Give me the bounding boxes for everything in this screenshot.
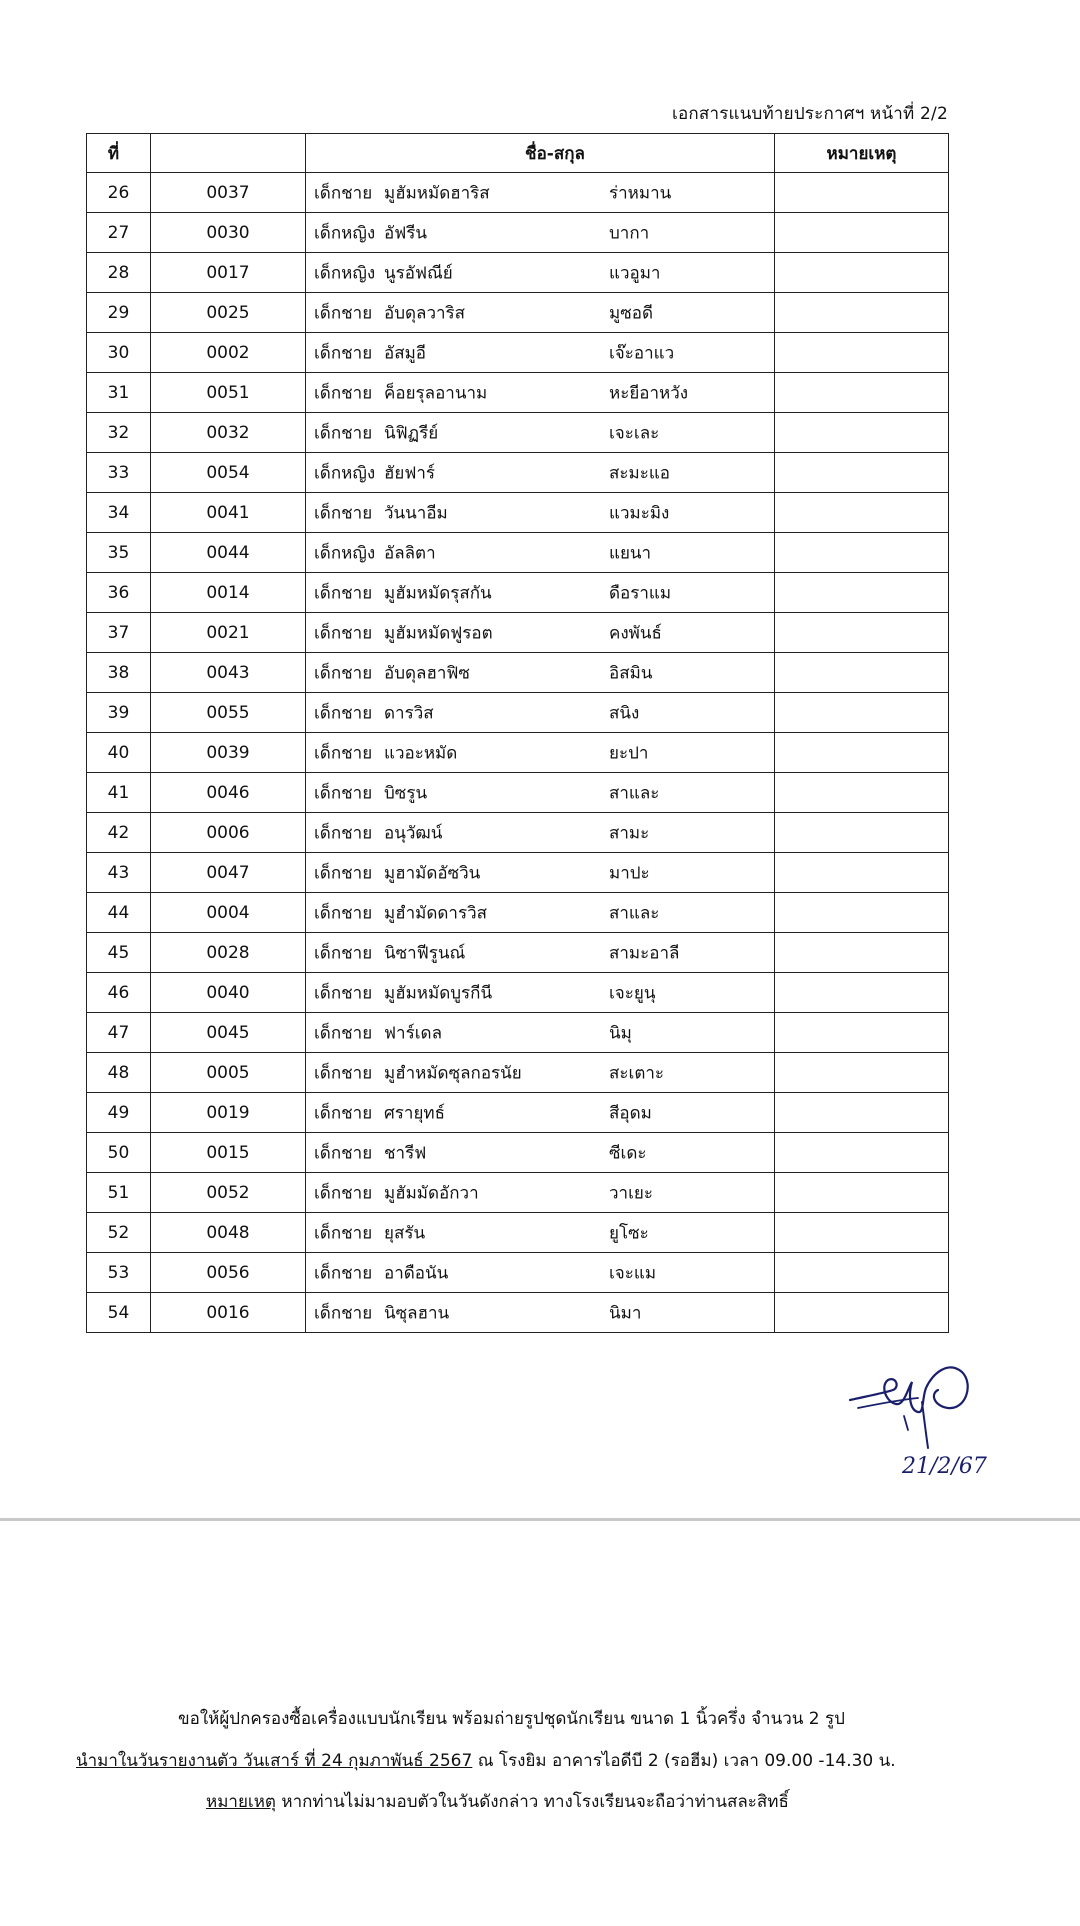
name-prefix: เด็กชาย bbox=[314, 903, 373, 923]
table-row bbox=[87, 773, 949, 813]
student-id: 0016 bbox=[151, 1293, 306, 1333]
first-name: มูฮำมัดดารวิส bbox=[384, 903, 488, 923]
row-remarks bbox=[775, 1293, 949, 1333]
row-number: 43 bbox=[87, 853, 151, 893]
student-id: 0045 bbox=[151, 1013, 306, 1053]
last-name: แยนา bbox=[609, 543, 652, 563]
last-name: สามะอาลี bbox=[609, 943, 680, 963]
first-name: ยุสรัน bbox=[384, 1223, 426, 1243]
table-row bbox=[87, 733, 949, 773]
student-id: 0044 bbox=[151, 533, 306, 573]
name-prefix: เด็กชาย bbox=[314, 823, 373, 843]
row-number: 37 bbox=[87, 613, 151, 653]
last-name: ยูโซะ bbox=[609, 1223, 649, 1243]
last-name: แวอูมา bbox=[609, 263, 661, 283]
name-prefix: เด็กชาย bbox=[314, 1143, 373, 1163]
last-name: หะยีอาหวัง bbox=[609, 383, 689, 403]
row-remarks bbox=[775, 493, 949, 533]
name-prefix: เด็กชาย bbox=[314, 583, 373, 603]
first-name: มูฮัมหมัดฮาริส bbox=[384, 183, 490, 203]
last-name: สะเตาะ bbox=[609, 1063, 665, 1083]
table-row bbox=[87, 933, 949, 973]
table-row bbox=[87, 173, 949, 213]
row-remarks bbox=[775, 1213, 949, 1253]
student-id: 0017 bbox=[151, 253, 306, 293]
name-prefix: เด็กชาย bbox=[314, 703, 373, 723]
first-name: อนุวัฒน์ bbox=[384, 823, 443, 843]
table-row bbox=[87, 493, 949, 533]
last-name: บากา bbox=[609, 223, 650, 243]
report-date-text: นำมาในวันรายงานตัว วันเสาร์ ที่ 24 กุมภาพันธ์ 2567 bbox=[76, 1751, 473, 1771]
document-attachment-note: เอกสารแนบท้ายประกาศฯ หน้าที่ 2/2 bbox=[671, 104, 948, 124]
student-name bbox=[306, 773, 775, 813]
first-name: อัฟรีน bbox=[384, 223, 427, 243]
row-remarks bbox=[775, 733, 949, 773]
student-name bbox=[306, 413, 775, 453]
last-name: มาปะ bbox=[609, 863, 650, 883]
last-name: มูซอดี bbox=[609, 303, 653, 323]
first-name: ชารีฟ bbox=[384, 1143, 427, 1163]
first-name: อัลลิตา bbox=[384, 543, 436, 563]
last-name: ยะปา bbox=[609, 743, 649, 763]
name-prefix: เด็กชาย bbox=[314, 1063, 373, 1083]
row-remarks bbox=[775, 773, 949, 813]
row-remarks bbox=[775, 653, 949, 693]
last-name: แวมะมิง bbox=[609, 503, 670, 523]
name-prefix: เด็กหญิง bbox=[314, 263, 376, 283]
first-name: มูฮัมหมัดบูรกีนี bbox=[384, 983, 493, 1003]
row-number: 29 bbox=[87, 293, 151, 333]
row-remarks bbox=[775, 333, 949, 373]
name-prefix: เด็กหญิง bbox=[314, 463, 376, 483]
last-name: อิสมิน bbox=[609, 663, 653, 683]
table-header-row bbox=[87, 134, 949, 173]
row-number: 30 bbox=[87, 333, 151, 373]
name-prefix: เด็กชาย bbox=[314, 623, 373, 643]
last-name: นิมุ bbox=[609, 1023, 632, 1043]
student-name bbox=[306, 613, 775, 653]
student-id: 0021 bbox=[151, 613, 306, 653]
signature-date: 21/2/67 bbox=[902, 1454, 987, 1479]
student-name bbox=[306, 693, 775, 733]
student-name bbox=[306, 1093, 775, 1133]
name-prefix: เด็กชาย bbox=[314, 663, 373, 683]
row-remarks bbox=[775, 413, 949, 453]
row-number: 46 bbox=[87, 973, 151, 1013]
student-id: 0025 bbox=[151, 293, 306, 333]
row-number: 45 bbox=[87, 933, 151, 973]
first-name: ศรายุทธ์ bbox=[384, 1103, 446, 1123]
header-remarks: หมายเหตุ bbox=[775, 134, 949, 173]
row-remarks bbox=[775, 213, 949, 253]
student-name bbox=[306, 1213, 775, 1253]
student-name bbox=[306, 1253, 775, 1293]
student-id: 0006 bbox=[151, 813, 306, 853]
table-row bbox=[87, 1133, 949, 1173]
table-row bbox=[87, 413, 949, 453]
row-number: 36 bbox=[87, 573, 151, 613]
row-remarks bbox=[775, 173, 949, 213]
last-name: สามะ bbox=[609, 823, 650, 843]
row-remarks bbox=[775, 693, 949, 733]
last-name: ร่าหมาน bbox=[609, 183, 672, 203]
student-id: 0040 bbox=[151, 973, 306, 1013]
student-name bbox=[306, 173, 775, 213]
row-remarks bbox=[775, 1093, 949, 1133]
row-number: 44 bbox=[87, 893, 151, 933]
student-id: 0041 bbox=[151, 493, 306, 533]
student-id: 0028 bbox=[151, 933, 306, 973]
row-remarks bbox=[775, 1133, 949, 1173]
name-prefix: เด็กชาย bbox=[314, 1223, 373, 1243]
name-prefix: เด็กชาย bbox=[314, 1303, 373, 1323]
name-prefix: เด็กชาย bbox=[314, 743, 373, 763]
row-number: 47 bbox=[87, 1013, 151, 1053]
table-row bbox=[87, 293, 949, 333]
table-row bbox=[87, 893, 949, 933]
student-id: 0048 bbox=[151, 1213, 306, 1253]
last-name: ดือราแม bbox=[609, 583, 672, 603]
row-remarks bbox=[775, 453, 949, 493]
table-row bbox=[87, 1173, 949, 1213]
name-prefix: เด็กชาย bbox=[314, 863, 373, 883]
table-row bbox=[87, 1053, 949, 1093]
table-row bbox=[87, 453, 949, 493]
footer-line-3 bbox=[206, 1788, 789, 1815]
row-number: 40 bbox=[87, 733, 151, 773]
student-id: 0056 bbox=[151, 1253, 306, 1293]
row-remarks bbox=[775, 813, 949, 853]
student-roster-table bbox=[86, 133, 949, 1333]
name-prefix: เด็กหญิง bbox=[314, 223, 376, 243]
first-name: บิซรูน bbox=[384, 783, 428, 803]
student-id: 0014 bbox=[151, 573, 306, 613]
first-name: แวอะหมัด bbox=[384, 743, 458, 763]
last-name: เจะแม bbox=[609, 1263, 657, 1283]
first-name: มูฮัมหมัดฟูรอต bbox=[384, 623, 493, 643]
student-id: 0047 bbox=[151, 853, 306, 893]
row-number: 38 bbox=[87, 653, 151, 693]
first-name: ค็อยรุลอานาม bbox=[384, 383, 488, 403]
page-divider bbox=[0, 1518, 1080, 1521]
row-remarks bbox=[775, 1253, 949, 1293]
first-name: อาดือนัน bbox=[384, 1263, 449, 1283]
student-name bbox=[306, 1293, 775, 1333]
row-remarks bbox=[775, 613, 949, 653]
header-number: ที่ bbox=[87, 134, 151, 173]
name-prefix: เด็กชาย bbox=[314, 423, 373, 443]
name-prefix: เด็กชาย bbox=[314, 943, 373, 963]
table-row bbox=[87, 1013, 949, 1053]
row-number: 27 bbox=[87, 213, 151, 253]
student-name bbox=[306, 1133, 775, 1173]
table-row bbox=[87, 1293, 949, 1333]
student-name bbox=[306, 293, 775, 333]
row-number: 28 bbox=[87, 253, 151, 293]
row-number: 48 bbox=[87, 1053, 151, 1093]
student-id: 0005 bbox=[151, 1053, 306, 1093]
student-id: 0030 bbox=[151, 213, 306, 253]
name-prefix: เด็กชาย bbox=[314, 383, 373, 403]
table-row bbox=[87, 1213, 949, 1253]
last-name: สนิง bbox=[609, 703, 640, 723]
student-id: 0037 bbox=[151, 173, 306, 213]
first-name: นูรอัฟณีย์ bbox=[384, 263, 453, 283]
first-name: มูฮัมหมัดรุสกัน bbox=[384, 583, 492, 603]
row-remarks bbox=[775, 1053, 949, 1093]
student-id: 0043 bbox=[151, 653, 306, 693]
remark-text: หากท่านไม่มามอบตัวในวันดังกล่าว ทางโรงเรียนจะถือว่าท่านสละสิทธิ์ bbox=[275, 1792, 789, 1812]
student-name bbox=[306, 493, 775, 533]
first-name: นิฟิฏรีย์ bbox=[384, 423, 439, 443]
row-number: 54 bbox=[87, 1293, 151, 1333]
row-remarks bbox=[775, 1013, 949, 1053]
student-name bbox=[306, 853, 775, 893]
table-row bbox=[87, 653, 949, 693]
row-remarks bbox=[775, 253, 949, 293]
table-row bbox=[87, 253, 949, 293]
student-id: 0019 bbox=[151, 1093, 306, 1133]
row-remarks bbox=[775, 1173, 949, 1213]
student-name bbox=[306, 1013, 775, 1053]
row-number: 34 bbox=[87, 493, 151, 533]
student-id: 0032 bbox=[151, 413, 306, 453]
last-name: เจะยูนุ bbox=[609, 983, 656, 1003]
row-number: 42 bbox=[87, 813, 151, 853]
first-name: ฮัยฟาร์ bbox=[384, 463, 436, 483]
table-row bbox=[87, 533, 949, 573]
student-name bbox=[306, 573, 775, 613]
row-remarks bbox=[775, 533, 949, 573]
first-name: มูฮามัดอัซวิน bbox=[384, 863, 481, 883]
first-name: อัสมูอี bbox=[384, 343, 427, 363]
row-number: 32 bbox=[87, 413, 151, 453]
row-number: 52 bbox=[87, 1213, 151, 1253]
name-prefix: เด็กชาย bbox=[314, 183, 373, 203]
table-row bbox=[87, 333, 949, 373]
table-row bbox=[87, 693, 949, 733]
student-name bbox=[306, 253, 775, 293]
first-name: ดารวิส bbox=[384, 703, 434, 723]
name-prefix: เด็กชาย bbox=[314, 1103, 373, 1123]
last-name: สาและ bbox=[609, 783, 660, 803]
name-prefix: เด็กชาย bbox=[314, 1183, 373, 1203]
row-remarks bbox=[775, 573, 949, 613]
student-name bbox=[306, 933, 775, 973]
name-prefix: เด็กชาย bbox=[314, 503, 373, 523]
student-name bbox=[306, 1173, 775, 1213]
student-id: 0051 bbox=[151, 373, 306, 413]
row-remarks bbox=[775, 933, 949, 973]
name-prefix: เด็กชาย bbox=[314, 343, 373, 363]
row-remarks bbox=[775, 973, 949, 1013]
row-number: 39 bbox=[87, 693, 151, 733]
last-name: วาเยะ bbox=[609, 1183, 653, 1203]
row-number: 53 bbox=[87, 1253, 151, 1293]
first-name: ฟาร์เดล bbox=[384, 1023, 442, 1043]
footer-line-1: ขอให้ผู้ปกครองซื้อเครื่องแบบนักเรียน พร้อมถ่ายรูปชุดนักเรียน ขนาด 1 นิ้วครึ่ง จำนวน 2 รูป bbox=[178, 1709, 845, 1729]
table-row bbox=[87, 213, 949, 253]
table-row bbox=[87, 1093, 949, 1133]
row-number: 50 bbox=[87, 1133, 151, 1173]
student-name bbox=[306, 893, 775, 933]
last-name: นิมา bbox=[609, 1303, 642, 1323]
last-name: สีอุดม bbox=[609, 1103, 652, 1123]
last-name: ซีเดะ bbox=[609, 1143, 647, 1163]
first-name: นิซุลฮาน bbox=[384, 1303, 450, 1323]
student-name bbox=[306, 533, 775, 573]
student-name bbox=[306, 213, 775, 253]
remark-label: หมายเหตุ bbox=[206, 1792, 276, 1812]
row-remarks bbox=[775, 293, 949, 333]
table-row bbox=[87, 1253, 949, 1293]
first-name: มูฮำหมัดซุลกอรนัย bbox=[384, 1063, 522, 1083]
row-remarks bbox=[775, 853, 949, 893]
first-name: อับดุลฮาฟิซ bbox=[384, 663, 470, 683]
name-prefix: เด็กชาย bbox=[314, 1023, 373, 1043]
table-row bbox=[87, 613, 949, 653]
header-id bbox=[151, 134, 306, 173]
student-id: 0039 bbox=[151, 733, 306, 773]
row-remarks bbox=[775, 373, 949, 413]
row-number: 26 bbox=[87, 173, 151, 213]
report-location-text: ณ โรงยิม อาคารไอดีบี 2 (รอฮีม) เวลา 09.00 -14.30 น. bbox=[472, 1751, 896, 1771]
row-number: 31 bbox=[87, 373, 151, 413]
row-number: 33 bbox=[87, 453, 151, 493]
row-number: 41 bbox=[87, 773, 151, 813]
student-id: 0052 bbox=[151, 1173, 306, 1213]
table-row bbox=[87, 973, 949, 1013]
student-id: 0055 bbox=[151, 693, 306, 733]
student-id: 0054 bbox=[151, 453, 306, 493]
table-row bbox=[87, 853, 949, 893]
student-name bbox=[306, 973, 775, 1013]
student-name bbox=[306, 453, 775, 493]
student-id: 0002 bbox=[151, 333, 306, 373]
header-name: ชื่อ-สกุล bbox=[306, 134, 775, 173]
last-name: เจะเละ bbox=[609, 423, 660, 443]
table-row bbox=[87, 813, 949, 853]
student-id: 0046 bbox=[151, 773, 306, 813]
name-prefix: เด็กหญิง bbox=[314, 543, 376, 563]
first-name: อับดุลวาริส bbox=[384, 303, 466, 323]
student-name bbox=[306, 333, 775, 373]
first-name: มูฮัมมัดอักวา bbox=[384, 1183, 479, 1203]
first-name: วันนาอีม bbox=[384, 503, 448, 523]
student-id: 0004 bbox=[151, 893, 306, 933]
name-prefix: เด็กชาย bbox=[314, 983, 373, 1003]
row-number: 49 bbox=[87, 1093, 151, 1133]
row-number: 35 bbox=[87, 533, 151, 573]
row-number: 51 bbox=[87, 1173, 151, 1213]
last-name: สะมะแอ bbox=[609, 463, 671, 483]
student-name bbox=[306, 813, 775, 853]
table-row bbox=[87, 373, 949, 413]
name-prefix: เด็กชาย bbox=[314, 1263, 373, 1283]
student-name bbox=[306, 653, 775, 693]
first-name: นิซาฟีรูนณ์ bbox=[384, 943, 466, 963]
last-name: สาและ bbox=[609, 903, 660, 923]
name-prefix: เด็กชาย bbox=[314, 783, 373, 803]
row-remarks bbox=[775, 893, 949, 933]
table-row bbox=[87, 573, 949, 613]
student-name bbox=[306, 373, 775, 413]
footer-line-2 bbox=[76, 1747, 896, 1774]
student-name bbox=[306, 733, 775, 773]
signature bbox=[838, 1338, 988, 1488]
student-name bbox=[306, 1053, 775, 1093]
last-name: เจ๊ะอาแว bbox=[609, 343, 675, 363]
last-name: คงพันธ์ bbox=[609, 623, 662, 643]
name-prefix: เด็กชาย bbox=[314, 303, 373, 323]
student-id: 0015 bbox=[151, 1133, 306, 1173]
